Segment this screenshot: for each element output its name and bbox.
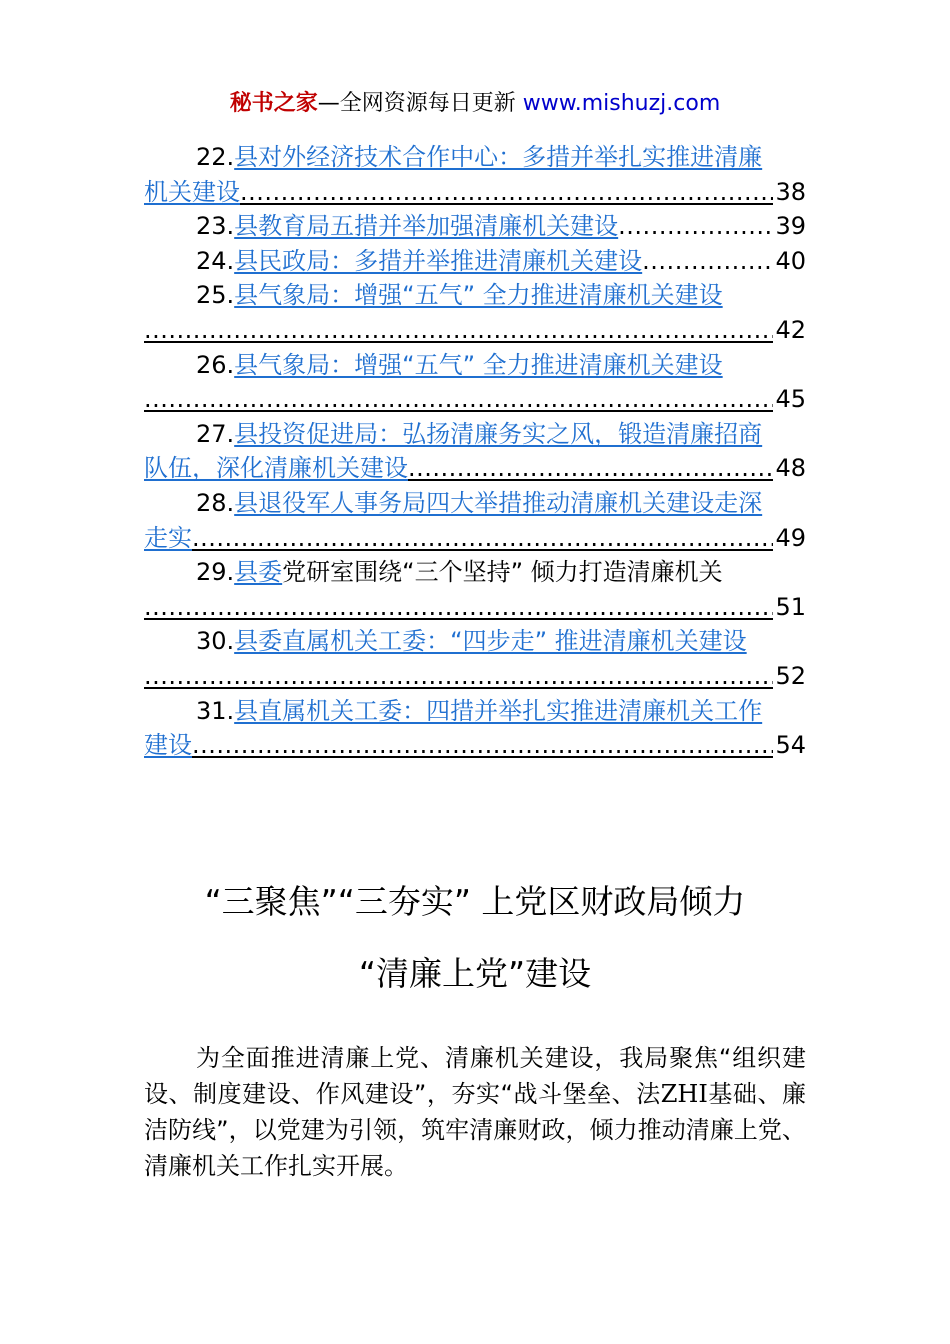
toc-page: 40 <box>775 246 806 275</box>
toc-page: 42 <box>775 315 806 344</box>
toc-leader <box>192 521 773 556</box>
toc-page: 45 <box>775 385 806 414</box>
article-title-line-2: “清廉上党”建设 <box>358 954 592 993</box>
toc-title-text: 党研室围绕“三个坚持” 倾力打造清廉机关 <box>282 558 723 587</box>
toc-entry-28[interactable] <box>144 486 806 555</box>
toc-entry-29[interactable] <box>144 555 806 624</box>
toc-number: 26. <box>196 350 235 379</box>
toc-number: 24. <box>196 246 235 275</box>
toc-page: 54 <box>775 731 806 760</box>
header-tagline: —全网资源每日更新 <box>317 91 516 116</box>
toc-page: 38 <box>775 177 806 206</box>
toc-number: 27. <box>196 419 235 448</box>
toc-entry-30[interactable] <box>144 624 806 693</box>
toc-page: 52 <box>775 661 806 690</box>
toc-page: 51 <box>775 592 806 621</box>
body-text: 基础、廉洁防线”，以党建为引领，筑牢清廉财政，倾力推动清廉上党、清廉机关工作扎实开展。 <box>144 1080 807 1180</box>
toc-link[interactable]: 县气象局：增强“五气” 全力推进清廉机关建设 <box>234 281 723 310</box>
toc-leader <box>144 590 773 625</box>
toc-link[interactable]: 县退役军人事务局四大举措推动清廉机关建设走深 <box>234 488 763 517</box>
toc-link[interactable]: 县直属机关工委：四措并举扎实推进清廉机关工作 <box>234 696 763 725</box>
toc-number: 25. <box>196 281 235 310</box>
toc-entry-27[interactable] <box>144 417 806 486</box>
toc-leader <box>618 209 773 244</box>
toc-page: 39 <box>775 212 806 241</box>
toc-number: 28. <box>196 488 235 517</box>
site-url-link[interactable]: www.mishuzj.com <box>522 91 721 116</box>
toc-link[interactable]: 县委直属机关工委：“四步走” 推进清廉机关建设 <box>234 627 747 656</box>
toc-entry-31[interactable] <box>144 694 806 763</box>
toc-link[interactable]: 县气象局：增强“五气” 全力推进清廉机关建设 <box>234 350 723 379</box>
toc-number: 22. <box>196 143 235 171</box>
body-text-zhi: ZHI <box>660 1080 708 1108</box>
toc-entry-24[interactable] <box>144 244 806 279</box>
toc-entry-25[interactable] <box>144 278 806 347</box>
brand-name: 秘书之家 <box>229 91 318 116</box>
toc-number: 29. <box>196 558 235 587</box>
toc-number: 23. <box>196 212 235 241</box>
table-of-contents <box>144 140 806 763</box>
toc-entry-26[interactable] <box>144 348 806 417</box>
toc-leader <box>144 313 773 348</box>
toc-leader <box>408 451 773 486</box>
toc-leader <box>642 244 773 279</box>
toc-leader <box>144 659 773 694</box>
toc-number: 30. <box>196 627 235 656</box>
article-title-line-1: “三聚焦”“三夯实” 上党区财政局倾力 <box>204 882 746 921</box>
toc-leader <box>240 175 773 210</box>
toc-link[interactable]: 县民政局：多措并举推进清廉机关建设 <box>234 246 643 275</box>
toc-link[interactable]: 县委 <box>234 558 283 587</box>
toc-link-cont[interactable]: 队伍，深化清廉机关建设 <box>144 454 408 483</box>
toc-link-cont[interactable]: 走实 <box>144 523 192 552</box>
page-header <box>0 88 950 120</box>
toc-leader <box>144 382 773 417</box>
toc-leader <box>192 728 773 763</box>
toc-number: 31. <box>196 696 235 725</box>
toc-page: 49 <box>775 523 806 552</box>
toc-entry-22[interactable] <box>144 140 806 209</box>
body-text: 为全面推进清廉上党、清廉机关建设，我局聚焦“组织建设、制度建设、作风建设”，夯实“战斗堡垒、法 <box>144 1044 806 1108</box>
toc-link[interactable]: 县教育局五措并举加强清廉机关建设 <box>234 212 619 241</box>
toc-link[interactable]: 县投资促进局：弘扬清廉务实之风，锻造清廉招商 <box>234 419 763 448</box>
article-body-paragraph <box>144 1040 806 1184</box>
toc-page: 48 <box>775 454 806 483</box>
toc-link-cont[interactable]: 建设 <box>144 731 192 760</box>
toc-link[interactable]: 县对外经济技术合作中心：多措并举扎实推进清廉 <box>234 143 763 171</box>
toc-entry-23[interactable] <box>144 209 806 244</box>
toc-link-cont[interactable]: 机关建设 <box>144 177 240 206</box>
